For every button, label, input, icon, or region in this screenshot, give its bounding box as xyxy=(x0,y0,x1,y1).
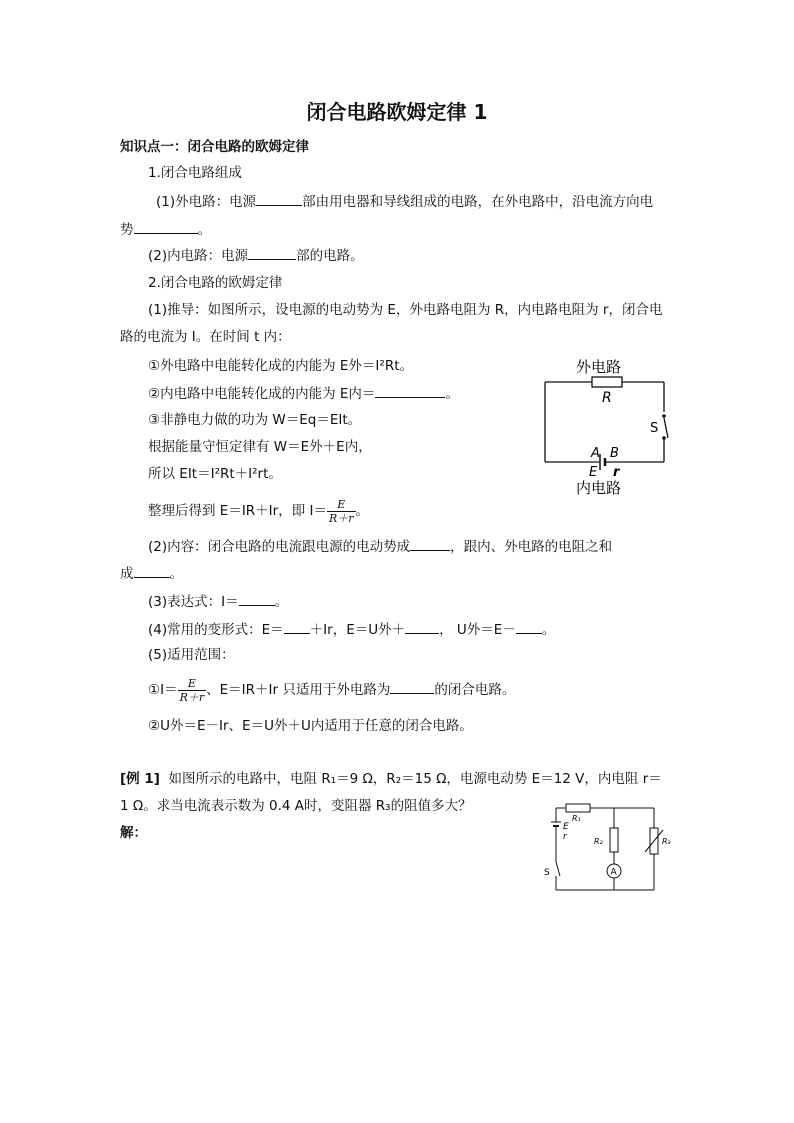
fraction-scope xyxy=(178,677,207,704)
variant-text-d: 。 xyxy=(541,622,556,638)
emf2-E-label: E xyxy=(563,822,569,832)
inner-text-b: 部的电路。 xyxy=(296,248,364,264)
content-line-1 xyxy=(148,537,612,556)
derive-line-2: 路的电流为 I。在时间 t 内： xyxy=(120,329,291,345)
content-line-2 xyxy=(120,564,183,583)
scope-1-text-a: ①I＝ xyxy=(148,682,178,698)
inner-text-a: (2)内电路：电源 xyxy=(148,248,249,264)
switch-S-label: S xyxy=(650,421,659,436)
fraction-e-over-r xyxy=(327,498,356,525)
section-heading: 知识点一：闭合电路的欧姆定律 xyxy=(120,139,309,155)
resistor-R1 xyxy=(566,804,590,812)
internal2-r-label: r xyxy=(563,832,567,842)
blank-5[interactable] xyxy=(410,537,450,551)
terminal-A-label: A xyxy=(591,446,600,461)
content-text-b: ，跟内、外电路的电阻之和 xyxy=(450,539,613,555)
resistor-R1-label: R₁ xyxy=(572,814,581,823)
internal-r-label: r xyxy=(613,465,620,480)
content-text-a: (2)内容：闭合电路的电流跟电源的电动势成 xyxy=(148,539,411,555)
energy-outer-line: ①外电路中电能转化成的内能为 E外＝I²Rt。 xyxy=(148,358,413,374)
blank-10[interactable] xyxy=(516,620,542,634)
switch-S xyxy=(664,418,668,438)
item-2-heading: 2.闭合电路的欧姆定律 xyxy=(148,275,283,291)
content-text-d: 。 xyxy=(169,566,183,582)
resistor-R2-label: R₂ xyxy=(594,837,603,846)
blank-6[interactable] xyxy=(134,564,170,578)
result-line xyxy=(148,494,369,528)
scope-1-text-c: 的闭合电路。 xyxy=(434,682,516,698)
emf-E-label: E xyxy=(589,465,598,480)
blank-8[interactable] xyxy=(284,620,310,634)
blank-7[interactable] xyxy=(239,592,275,606)
expression-end: 。 xyxy=(274,594,289,610)
scope-line-2: ②U外＝E－Ir、E＝U外＋U内适用于任意的闭合电路。 xyxy=(148,718,473,734)
fraction-scope-numerator: E xyxy=(187,676,196,690)
rheostat-R3-label: R₃ xyxy=(662,837,671,846)
conservation-line: 根据能量守恒定律有 W＝E外＋E内， xyxy=(148,439,372,455)
so-line: 所以 EIt＝I²Rt＋I²rt。 xyxy=(148,466,282,482)
result-text: 整理后得到 E＝IR＋Ir，即 I＝ xyxy=(148,503,327,519)
expression-text: (3)表达式：I＝ xyxy=(148,594,239,610)
blank-2[interactable] xyxy=(134,220,198,234)
outer-text-d: 。 xyxy=(197,222,211,238)
switch-contact-top xyxy=(662,414,666,418)
item-1-heading: 1.闭合电路组成 xyxy=(148,165,242,181)
inner-circuit-line xyxy=(148,246,364,265)
energy-inner-line xyxy=(148,384,459,403)
terminal-B-label: B xyxy=(610,446,619,461)
blank-11[interactable] xyxy=(390,680,434,694)
switch2-S xyxy=(556,862,560,876)
fraction-scope-denominator: R＋r xyxy=(179,690,205,704)
energy-inner-text: ②内电路中电能转化成的内能为 E内＝ xyxy=(148,386,376,402)
blank-3[interactable] xyxy=(248,246,296,260)
ammeter-label: A xyxy=(610,867,617,878)
circuit-figure-2 xyxy=(542,796,692,896)
example-label: [例 1] xyxy=(120,771,160,787)
outer-circuit-line-2 xyxy=(120,220,211,239)
expression-line xyxy=(148,592,288,611)
outer-text-a: (1)外电路：电源 xyxy=(156,194,257,210)
inner-circuit-label: 内电路 xyxy=(576,479,622,496)
example-text-a: 如图所示的电路中，电阻 R₁＝9 Ω，R₂＝15 Ω，电源电动势 E＝12 V，内电阻 r＝ xyxy=(168,771,662,787)
variant-text-b: ＋Ir，E＝U外＋ xyxy=(309,622,406,638)
outer-text-c: 势 xyxy=(120,222,134,238)
blank-4[interactable] xyxy=(375,384,445,398)
scope-heading: (5)适用范围： xyxy=(148,647,235,663)
variant-line xyxy=(148,620,555,639)
resistor-R2 xyxy=(610,828,618,852)
switch2-S-label: S xyxy=(544,868,550,878)
derive-line-1: (1)推导：如图所示，设电源的电动势为 E，外电路电阻为 R，内电路电阻为 r，闭合电 xyxy=(148,302,663,318)
fraction-denominator: R＋r xyxy=(329,511,354,525)
variant-text-c: ， U外＝E－ xyxy=(439,622,516,638)
resistor-R-label: R xyxy=(602,390,612,406)
work-line: ③非静电力做的功为 W＝Eq＝EIt。 xyxy=(148,412,362,428)
outer-circuit-line xyxy=(156,192,653,211)
resistor-R xyxy=(592,377,622,387)
blank-9[interactable] xyxy=(405,620,439,634)
page-title: 闭合电路欧姆定律 1 xyxy=(306,100,488,124)
content-text-c: 成 xyxy=(120,566,134,582)
result-end: 。 xyxy=(355,503,370,519)
example-line-1 xyxy=(120,770,662,788)
energy-inner-end: 。 xyxy=(445,386,459,402)
fraction-numerator: E xyxy=(337,497,346,511)
outer-text-b: 部由用电器和导线组成的电路，在外电路中，沿电流方向电 xyxy=(302,194,654,210)
outer-circuit-label: 外电路 xyxy=(576,358,622,376)
answer-label: 解： xyxy=(120,825,147,841)
variant-text-a: (4)常用的变形式：E＝ xyxy=(148,622,284,638)
scope-line-1 xyxy=(148,673,515,707)
scope-1-text-b: 、E＝IR＋Ir 只适用于外电路为 xyxy=(206,682,391,698)
circuit-figure-1 xyxy=(536,356,696,496)
blank-1[interactable] xyxy=(256,192,302,206)
example-line-2: 1 Ω。求当电流表示数为 0.4 A时，变阻器 R₃的阻值多大？ xyxy=(120,798,472,814)
